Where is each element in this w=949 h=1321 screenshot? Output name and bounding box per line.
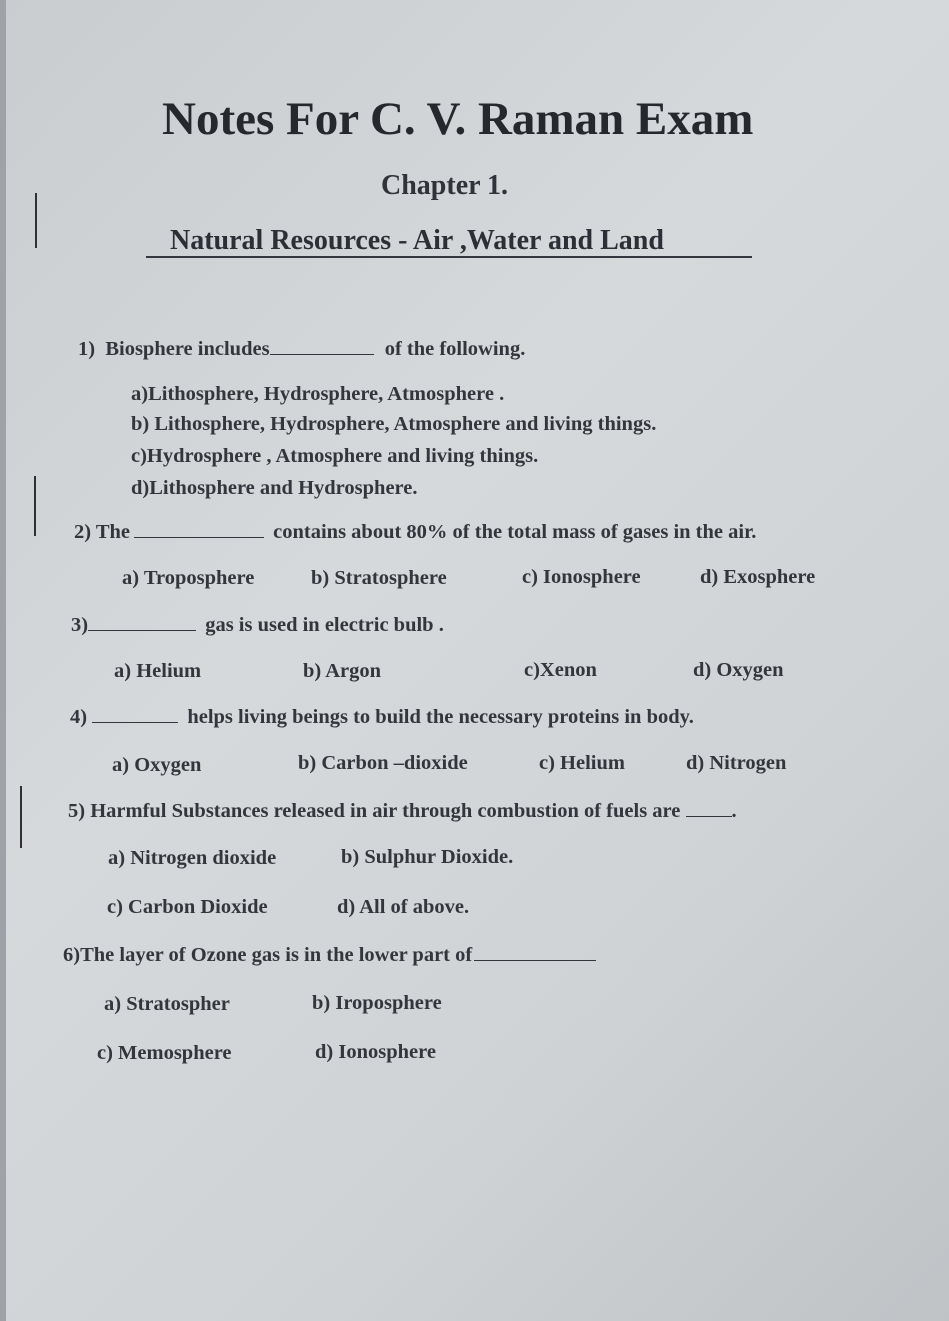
answer-blank <box>474 944 596 961</box>
answer-blank <box>92 706 178 723</box>
option: d)Lithosphere and Hydrosphere. <box>131 477 418 499</box>
question-text: helps living beings to build the necessary proteins in body. <box>187 706 694 728</box>
option: a)Lithosphere, Hydrosphere, Atmosphere . <box>131 383 505 405</box>
option: b) Stratosphere <box>311 567 447 589</box>
question-1 <box>78 338 525 361</box>
question-2 <box>74 521 756 544</box>
question-number: 4) <box>70 706 88 728</box>
question-text: gas is used in electric bulb . <box>205 614 444 636</box>
option: c) Carbon Dioxide <box>107 896 268 918</box>
option: c) Memosphere <box>97 1042 232 1064</box>
option: a) Oxygen <box>112 754 202 776</box>
chapter-subtitle: Natural Resources - Air ,Water and Land <box>170 225 664 256</box>
margin-mark <box>20 786 22 848</box>
question-text: Harmful Substances released in air through combustion of fuels are <box>90 800 681 822</box>
question-5 <box>68 800 737 823</box>
margin-mark <box>34 476 36 536</box>
option: d) Nitrogen <box>686 752 787 774</box>
question-text: of the following. <box>384 338 526 360</box>
option: a) Helium <box>114 660 202 682</box>
question-text: contains about 80% of the total mass of gases in the air. <box>273 521 757 543</box>
option: d) Exosphere <box>700 566 816 588</box>
option: a) Troposphere <box>122 567 255 589</box>
page-edge-shadow <box>0 0 6 1321</box>
question-number: 1) <box>78 338 96 360</box>
option: c) Ionosphere <box>522 566 641 588</box>
question-4 <box>70 706 694 729</box>
option: b) Sulphur Dioxide. <box>341 846 514 868</box>
option: a) Nitrogen dioxide <box>108 847 277 869</box>
answer-blank <box>270 338 374 355</box>
option: b) Carbon –dioxide <box>298 752 468 774</box>
margin-mark <box>35 193 37 248</box>
question-6 <box>63 944 596 967</box>
option: d) Ionosphere <box>315 1041 436 1063</box>
option: c) Helium <box>539 752 625 774</box>
answer-blank <box>686 800 732 817</box>
question-number: 5) <box>68 800 86 822</box>
option: c)Xenon <box>524 659 597 681</box>
option: d) Oxygen <box>693 659 784 681</box>
question-3 <box>71 614 444 637</box>
answer-blank <box>134 521 264 538</box>
subtitle-underline <box>146 256 752 258</box>
question-number: 6) <box>63 944 81 966</box>
chapter-heading: Chapter 1. <box>381 170 509 201</box>
question-text: The layer of Ozone gas is in the lower part of <box>80 944 473 966</box>
answer-blank <box>88 614 196 631</box>
option: b) Lithosphere, Hydrosphere, Atmosphere and living things. <box>131 413 657 435</box>
option: c)Hydrosphere , Atmosphere and living things. <box>131 445 539 467</box>
option: d) All of above. <box>337 896 470 918</box>
option: b) Iroposphere <box>312 992 442 1014</box>
question-number: 3) <box>71 614 89 636</box>
question-text: Biosphere includes <box>105 338 270 360</box>
option: b) Argon <box>303 660 382 682</box>
question-text: . <box>731 800 737 822</box>
page-title: Notes For C. V. Raman Exam <box>162 93 754 145</box>
question-number: 2) The <box>74 521 131 543</box>
option: a) Stratospher <box>104 993 230 1015</box>
